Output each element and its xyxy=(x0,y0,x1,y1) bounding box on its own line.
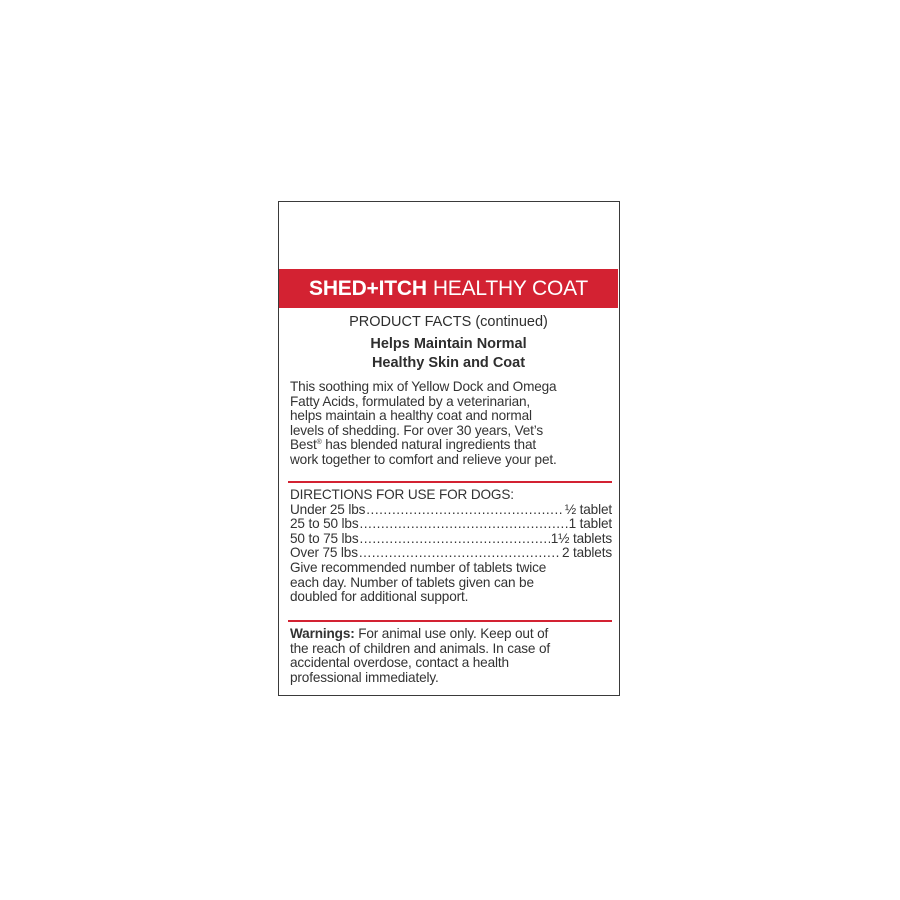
dose-amount: 1 tablet xyxy=(568,517,612,532)
product-label-card xyxy=(278,201,620,696)
tagline xyxy=(279,335,618,373)
description-line-1: This soothing mix of Yellow Dock and Omega xyxy=(290,379,557,394)
section-divider xyxy=(288,481,612,483)
dose-row xyxy=(290,546,612,561)
description-line-2: Fatty Acids, formulated by a veterinarian, xyxy=(290,393,531,409)
tagline-line-1: Helps Maintain Normal xyxy=(370,336,527,352)
warnings-line-4: professional immediately. xyxy=(290,669,439,685)
description-line-3: helps maintain a healthy coat and normal xyxy=(290,408,532,424)
product-description xyxy=(290,380,612,468)
warnings-line-2: the reach of children and animals. In case of xyxy=(290,640,550,656)
dose-weight: Under 25 lbs xyxy=(290,502,366,517)
warnings-line-1 xyxy=(290,627,612,642)
directions-note-line-2: each day. Number of tablets given can be xyxy=(290,574,534,590)
dose-amount: ½ tablet xyxy=(564,502,612,517)
dot-leader xyxy=(359,546,561,561)
section-divider xyxy=(288,620,612,622)
registered-mark: ® xyxy=(316,439,322,447)
description-line-5 xyxy=(290,438,612,453)
product-name-regular: HEALTHY COAT xyxy=(432,276,588,300)
dose-weight: 25 to 50 lbs xyxy=(290,517,359,532)
directions-heading: DIRECTIONS FOR USE FOR DOGS: xyxy=(290,487,514,502)
description-line-4: levels of shedding. For over 30 years, Vet’s xyxy=(290,422,544,438)
dot-leader xyxy=(360,532,550,547)
description-line-6: work together to comfort and relieve your pet. xyxy=(290,451,557,467)
dose-weight: 50 to 75 lbs xyxy=(290,531,359,546)
product-facts-heading: PRODUCT FACTS (continued) xyxy=(349,314,548,330)
warnings-label: Warnings: xyxy=(290,626,355,641)
dot-leader xyxy=(360,517,568,532)
description-line-5-rest: has blended natural ingredients that xyxy=(321,437,536,453)
directions-note-line-1: Give recommended number of tablets twice xyxy=(290,559,547,575)
product-name-bold: SHED+ITCH xyxy=(309,276,427,300)
warnings-line-1-rest: For animal use only. Keep out of xyxy=(354,626,549,641)
dose-weight: Over 75 lbs xyxy=(290,546,358,561)
dose-amount: 2 tablets xyxy=(561,546,612,561)
tagline-line-2: Healthy Skin and Coat xyxy=(371,355,526,371)
dose-amount: 1½ tablets xyxy=(550,531,612,546)
brand-name: Best xyxy=(290,437,317,453)
dot-leader xyxy=(366,503,564,518)
directions-note-line-3: doubled for additional support. xyxy=(290,589,469,605)
directions-section xyxy=(290,488,612,605)
warnings-section xyxy=(290,627,612,685)
warnings-line-3: accidental overdose, contact a health xyxy=(290,655,509,671)
dose-row xyxy=(290,532,612,547)
dose-row xyxy=(290,517,612,532)
dose-row xyxy=(290,503,612,518)
product-name-banner xyxy=(279,269,618,308)
